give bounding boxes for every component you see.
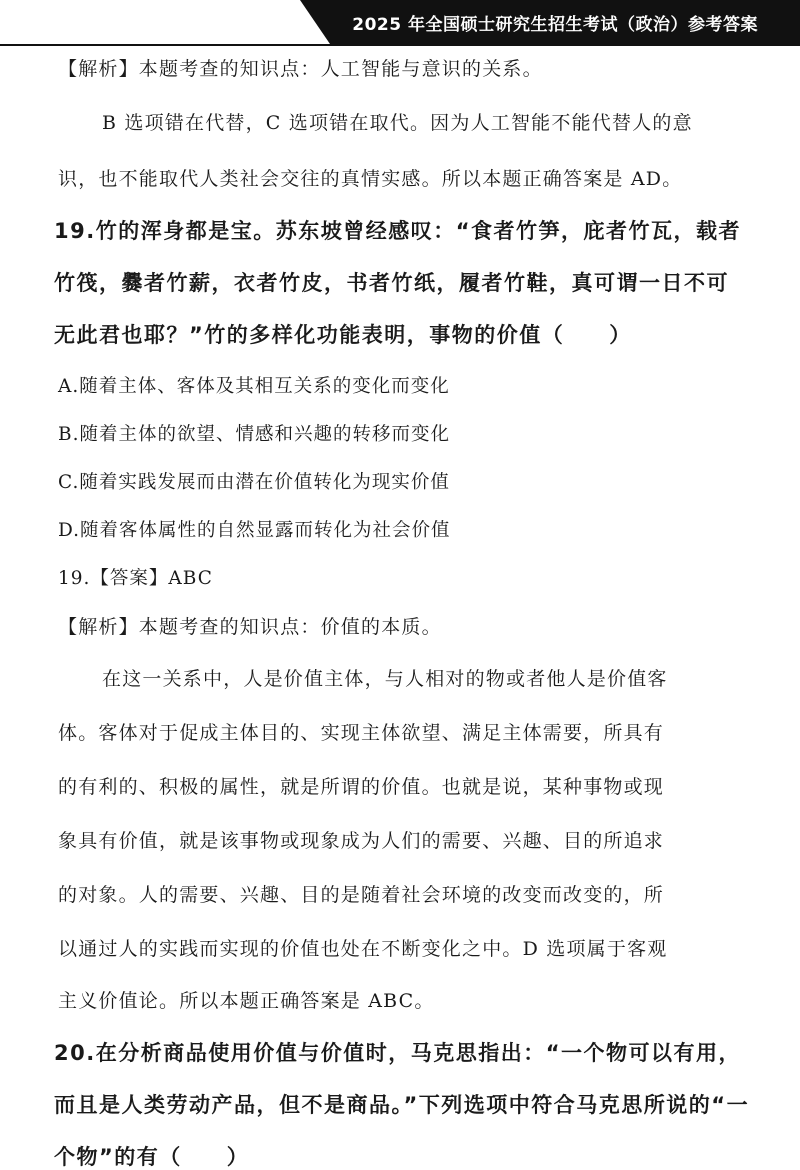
text-line: B.随着主体的欲望、情感和兴趣的转移而变化 [58,424,450,445]
text-line: 象具有价值，就是该事物或现象成为人们的需要、兴趣、目的所追求 [58,830,665,852]
text-line: 主义价值论。所以本题正确答案是 ABC。 [58,990,435,1012]
text-line: 20.在分析商品使用价值与价值时，马克思指出：“一个物可以有用， [54,1041,742,1065]
text-line: 在这一关系中，人是价值主体，与人相对的物或者他人是价值客 [102,668,668,690]
text-line: 以通过人的实践而实现的价值也处在不断变化之中。D 选项属于客观 [58,938,668,960]
header-title: 2025 年全国硕士研究生招生考试（政治）参考答案 [352,15,758,35]
text-line: B 选项错在代替，C 选项错在取代。因为人工智能不能代替人的意 [102,112,693,134]
text-line: 的对象。人的需要、兴趣、目的是随着社会环境的改变而改变的，所 [58,884,665,906]
header-rule [0,44,800,46]
page-header [0,0,800,46]
text-line: 【解析】本题考查的知识点：价值的本质。 [58,616,442,638]
text-line: 无此君也耶？”竹的多样化功能表明，事物的价值（ ） [54,323,632,347]
text-line: D.随着客体属性的自然显露而转化为社会价值 [58,520,451,541]
text-line: 19.竹的浑身都是宝。苏东坡曾经感叹：“食者竹笋，庇者竹瓦，载者 [54,219,742,243]
text-line: C.随着实践发展而由潜在价值转化为现实价值 [58,472,450,493]
text-line: 竹筏，爨者竹薪，衣者竹皮，书者竹纸，履者竹鞋，真可谓一日不可 [54,271,729,295]
text-line: 个物”的有（ ） [54,1145,250,1169]
text-line: 识，也不能取代人类社会交往的真情实感。所以本题正确答案是 AD。 [58,168,683,190]
text-line: 而且是人类劳动产品，但不是商品。”下列选项中符合马克思所说的“一 [54,1093,750,1117]
text-line: 19.【答案】ABC [58,568,213,589]
text-line: 体。客体对于促成主体目的、实现主体欲望、满足主体需要，所具有 [58,722,665,744]
text-line: A.随着主体、客体及其相互关系的变化而变化 [58,376,450,397]
text-line: 【解析】本题考查的知识点：人工智能与意识的关系。 [58,58,543,80]
text-line: 的有利的、积极的属性，就是所谓的价值。也就是说，某种事物或现 [58,776,665,798]
